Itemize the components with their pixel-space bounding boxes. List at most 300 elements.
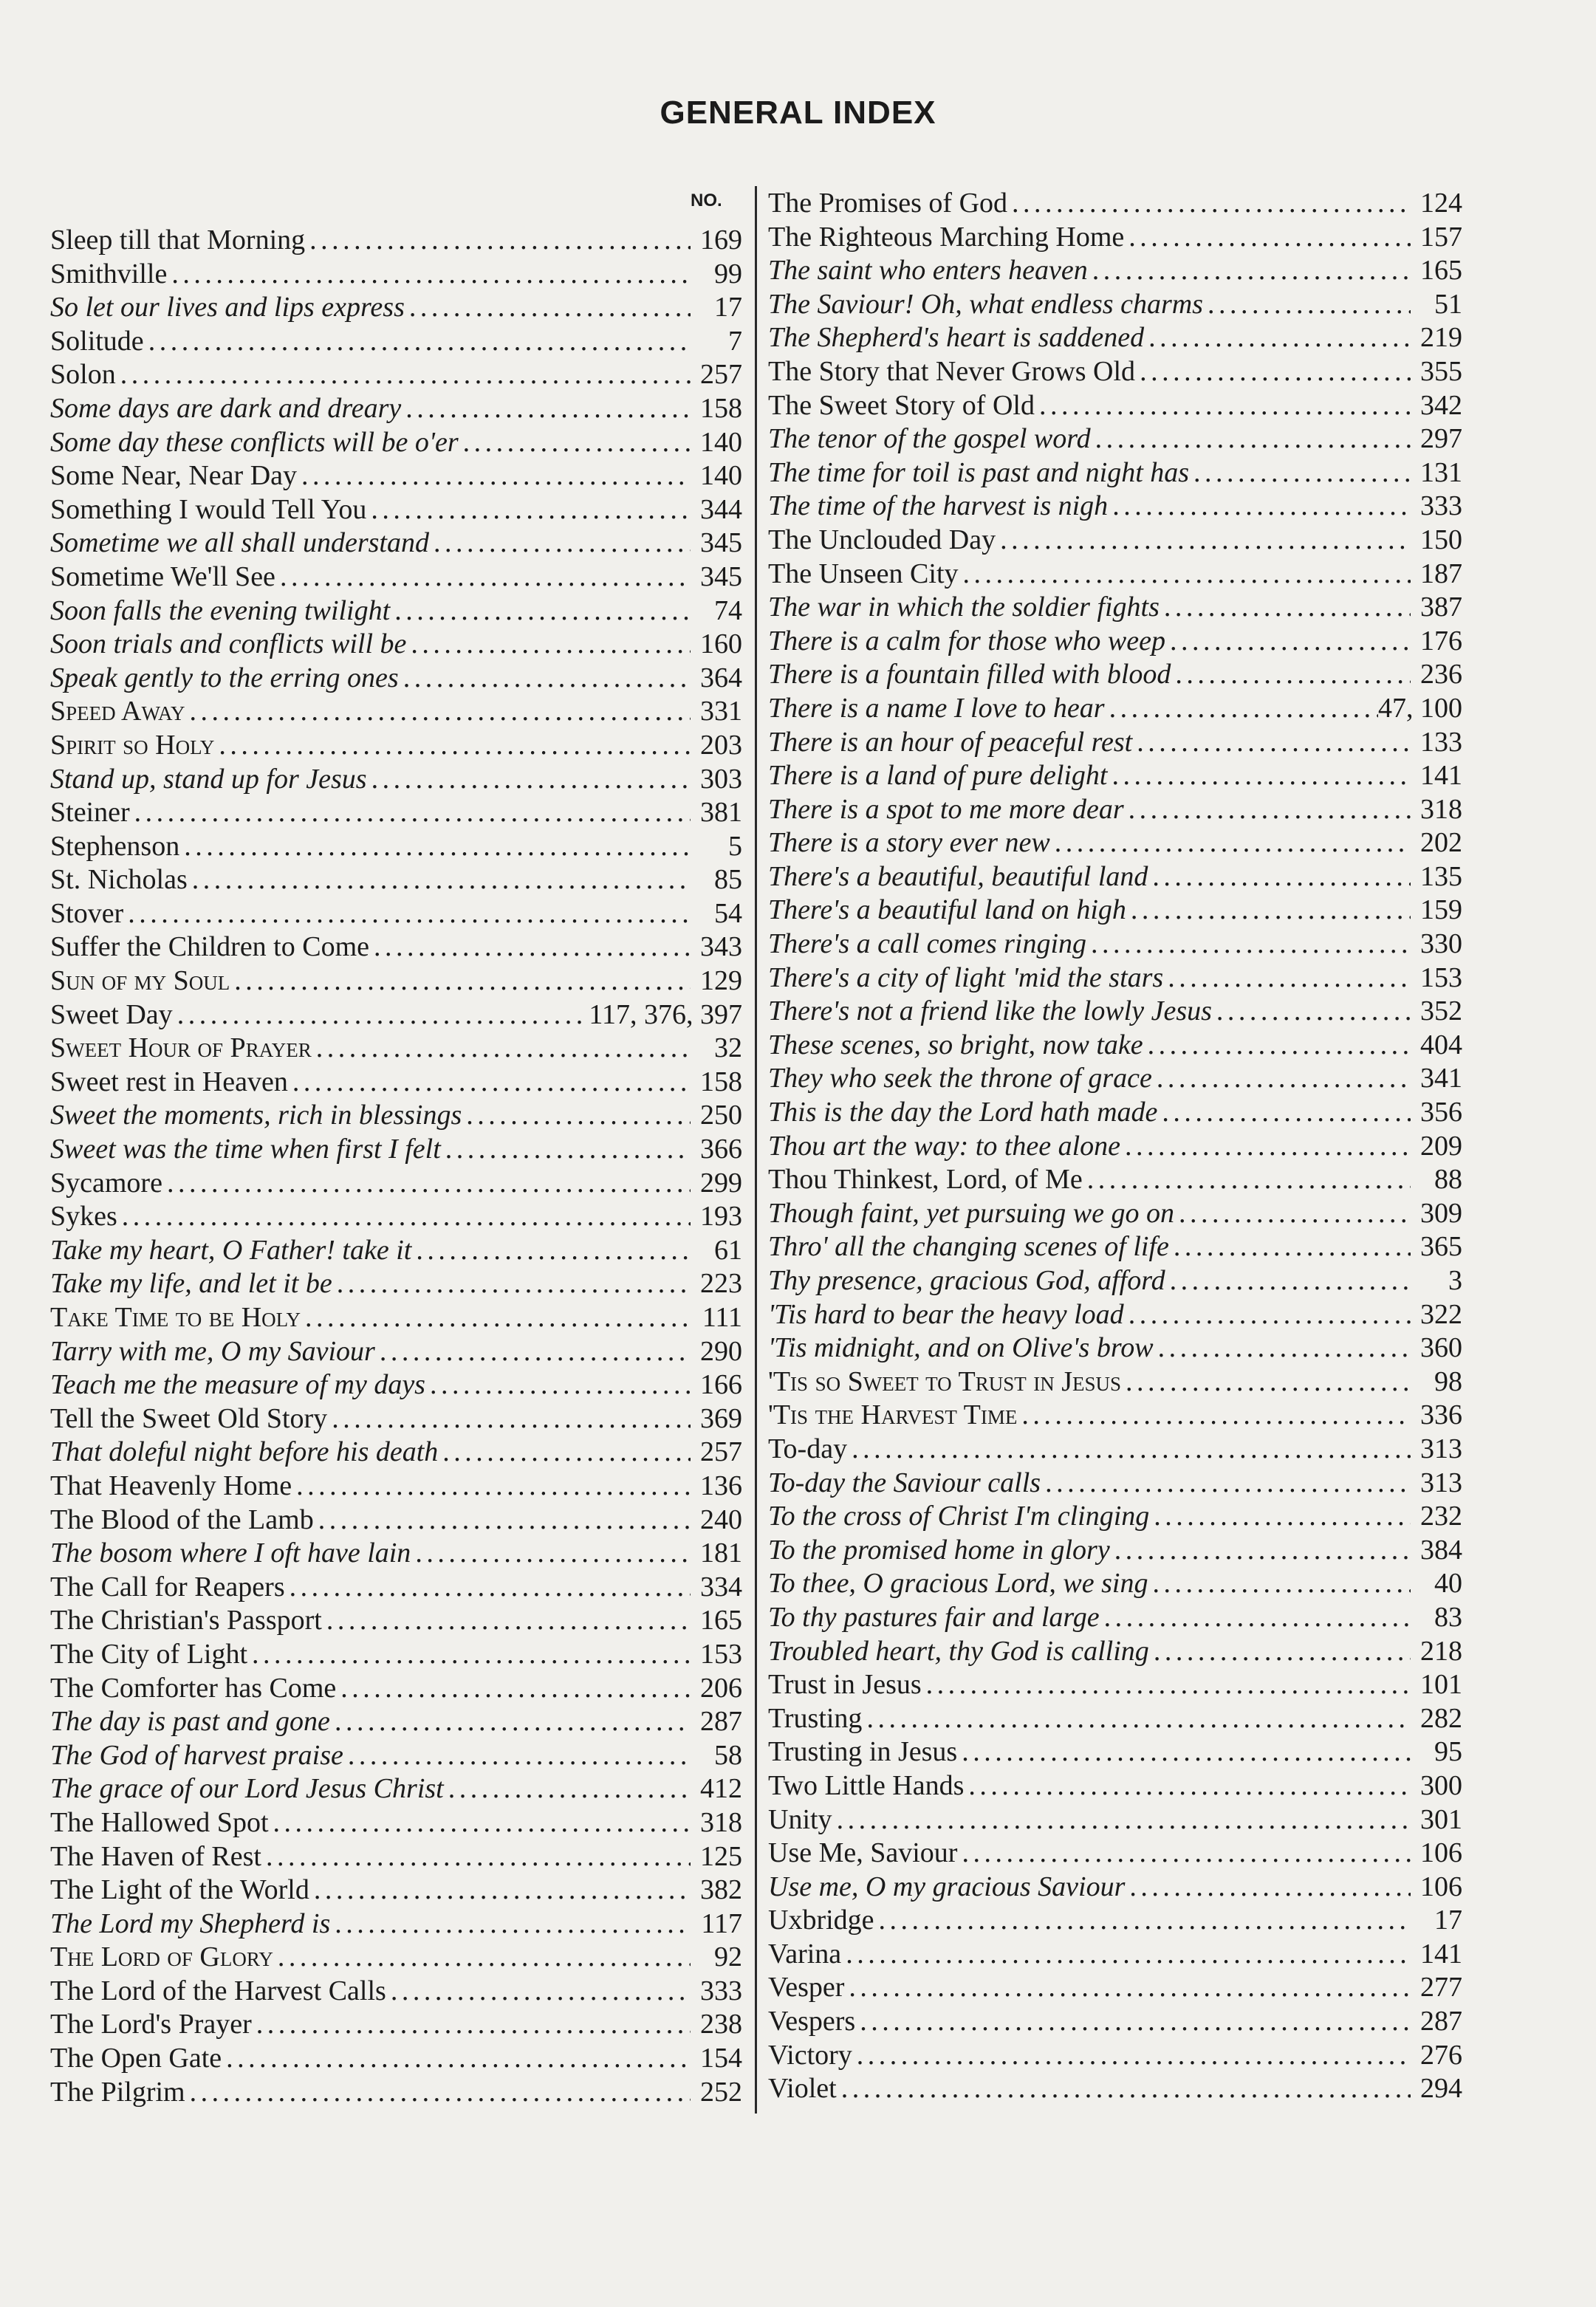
entry-number: 111 xyxy=(702,1302,742,1333)
dot-leader xyxy=(336,1672,691,1706)
dot-leader xyxy=(123,897,691,931)
index-entry xyxy=(768,1433,1462,1467)
index-entry xyxy=(50,561,742,594)
entry-title: Soon falls the evening twilight xyxy=(50,594,391,626)
index-entry xyxy=(50,426,742,460)
dot-leader xyxy=(1050,826,1411,860)
dot-leader xyxy=(312,1032,691,1066)
index-entry xyxy=(50,863,742,897)
entry-number: 352 xyxy=(1420,995,1462,1027)
index-entry xyxy=(768,1635,1462,1669)
index-entry xyxy=(50,1234,742,1268)
entry-number: 17 xyxy=(1434,1905,1462,1936)
dot-leader xyxy=(462,1099,691,1133)
entry-title: There is a story ever new xyxy=(768,827,1050,859)
entry-number: 150 xyxy=(1420,524,1462,555)
entry-title: Teach me the measure of my days xyxy=(50,1369,425,1401)
entry-number: 99 xyxy=(714,258,742,289)
entry-title: Sleep till that Morning xyxy=(50,224,306,256)
entry-number: 303 xyxy=(700,763,742,795)
index-column-right xyxy=(768,187,1462,2106)
entry-title: Thro' all the changing scenes of life xyxy=(768,1231,1169,1263)
dot-leader xyxy=(332,1267,691,1301)
entry-number: 141 xyxy=(1420,760,1462,792)
entry-number: 355 xyxy=(1420,355,1462,387)
index-entry xyxy=(50,897,742,931)
entry-title: Tell the Sweet Old Story xyxy=(50,1402,328,1434)
dot-leader xyxy=(832,1803,1411,1837)
entry-number: 154 xyxy=(700,2043,742,2074)
dot-leader xyxy=(964,1769,1411,1803)
index-entry xyxy=(50,1301,742,1335)
entry-title: Solitude xyxy=(50,325,144,357)
entry-number: 117, 376, 397 xyxy=(589,998,742,1030)
entry-number: 101 xyxy=(1420,1669,1462,1701)
entry-title: The Shepherd's heart is saddened xyxy=(768,322,1145,354)
dot-leader xyxy=(309,1874,691,1907)
entry-number: 300 xyxy=(1420,1769,1462,1801)
dot-leader xyxy=(261,1840,691,1874)
entry-number: 238 xyxy=(700,2009,742,2040)
index-entry xyxy=(50,459,742,493)
entry-title: The Pilgrim xyxy=(50,2076,185,2108)
entry-title: There's a beautiful land on high xyxy=(768,894,1126,926)
dot-leader xyxy=(1148,860,1411,894)
index-entry xyxy=(50,1975,742,2009)
dot-leader xyxy=(1091,422,1411,456)
page-title: GENERAL INDEX xyxy=(660,95,936,131)
index-entry xyxy=(768,1130,1462,1164)
dot-leader xyxy=(386,1975,691,2009)
index-entry xyxy=(50,2042,742,2076)
dot-leader xyxy=(411,1234,691,1268)
entry-title: Sweet rest in Heaven xyxy=(50,1066,288,1097)
entry-title: Stand up, stand up for Jesus xyxy=(50,763,367,795)
index-entry xyxy=(768,1938,1462,1972)
dot-leader xyxy=(367,763,691,797)
entry-title: The Lord of Glory xyxy=(50,1941,273,1973)
dot-leader xyxy=(1144,321,1411,355)
entry-title: The Call for Reapers xyxy=(50,1571,285,1602)
index-entry xyxy=(768,793,1462,827)
dot-leader xyxy=(1165,625,1411,659)
dot-leader xyxy=(117,1200,691,1234)
index-entry xyxy=(768,1500,1462,1534)
dot-leader xyxy=(252,2008,691,2042)
entry-title: The Sweet Story of Old xyxy=(768,389,1035,421)
entry-number: 153 xyxy=(700,1638,742,1670)
index-entry xyxy=(768,456,1462,490)
entry-title: Stephenson xyxy=(50,830,180,862)
index-entry xyxy=(768,625,1462,659)
dot-leader xyxy=(959,558,1411,592)
entry-number: 159 xyxy=(1420,894,1462,926)
index-column-left xyxy=(50,224,742,2109)
entry-number: 333 xyxy=(700,1975,742,2006)
entry-title: Thou Thinkest, Lord, of Me xyxy=(768,1164,1083,1196)
dot-leader xyxy=(1124,221,1411,255)
entry-number: 294 xyxy=(1420,2073,1462,2105)
entry-title: The day is past and gone xyxy=(50,1706,330,1738)
index-entry xyxy=(768,1769,1462,1803)
entry-title: Soon trials and conflicts will be xyxy=(50,628,407,660)
index-entry xyxy=(768,1264,1462,1298)
dot-leader xyxy=(1110,1534,1411,1568)
dot-leader xyxy=(1135,355,1411,389)
index-entry xyxy=(768,355,1462,389)
index-entry xyxy=(768,726,1462,760)
entry-number: 124 xyxy=(1420,188,1462,219)
dot-leader xyxy=(1154,1331,1411,1365)
entry-title: To thy pastures fair and large xyxy=(768,1601,1100,1633)
dot-leader xyxy=(314,1504,691,1538)
index-entry xyxy=(50,1066,742,1100)
index-entry xyxy=(768,1567,1462,1601)
dot-leader xyxy=(1125,1871,1411,1905)
dot-leader xyxy=(1007,187,1411,221)
entry-title: There's a city of light 'mid the stars xyxy=(768,961,1164,993)
entry-number: 318 xyxy=(1420,793,1462,825)
dot-leader xyxy=(1132,726,1411,760)
dot-leader xyxy=(1105,692,1378,726)
entry-title: That doleful night before his death xyxy=(50,1436,439,1468)
entry-number: 369 xyxy=(700,1402,742,1434)
dot-leader xyxy=(444,1772,691,1806)
entry-number: 133 xyxy=(1420,726,1462,758)
index-entry xyxy=(50,2076,742,2110)
entry-number: 412 xyxy=(700,1773,742,1805)
dot-leader xyxy=(425,1368,691,1402)
index-entry xyxy=(50,1167,742,1201)
entry-number: 364 xyxy=(700,662,742,693)
dot-leader xyxy=(1152,1062,1411,1096)
entry-title: Sun of my Soul xyxy=(50,965,230,997)
entry-number: 74 xyxy=(714,594,742,626)
entry-title: To the promised home in glory xyxy=(768,1534,1110,1566)
entry-number: 330 xyxy=(1420,928,1462,960)
dot-leader xyxy=(406,628,691,662)
entry-number: 206 xyxy=(700,1672,742,1704)
entry-title: They who seek the throne of grace xyxy=(768,1063,1152,1094)
entry-title: That Heavenly Home xyxy=(50,1470,292,1501)
entry-title: The Lord of the Harvest Calls xyxy=(50,1975,386,2006)
dot-leader xyxy=(185,695,691,729)
index-entry xyxy=(768,524,1462,558)
dot-leader xyxy=(441,1133,691,1167)
entry-title: Trusting in Jesus xyxy=(768,1736,958,1768)
dot-leader xyxy=(1149,1500,1411,1534)
entry-number: 5 xyxy=(728,830,742,862)
index-entry xyxy=(50,527,742,561)
entry-title: 'Tis hard to bear the heavy load xyxy=(768,1298,1124,1330)
dot-leader xyxy=(292,1470,691,1504)
entry-number: 181 xyxy=(700,1538,742,1569)
index-entry xyxy=(768,1601,1462,1635)
entry-number: 117 xyxy=(701,1907,742,1939)
entry-title: The Lord's Prayer xyxy=(50,2009,252,2040)
entry-number: 140 xyxy=(700,460,742,492)
dot-leader xyxy=(1203,288,1411,322)
index-entry xyxy=(50,1537,742,1571)
dot-leader xyxy=(841,1938,1411,1972)
entry-title: Speed Away xyxy=(50,696,185,727)
index-entry xyxy=(50,628,742,662)
index-entry xyxy=(768,1298,1462,1332)
entry-title: The war in which the soldier fights xyxy=(768,592,1160,623)
entry-title: Suffer the Children to Come xyxy=(50,931,370,963)
dot-leader xyxy=(366,493,691,527)
entry-title: Uxbridge xyxy=(768,1905,874,1936)
dot-leader xyxy=(322,1604,691,1638)
entry-title: There's a beautiful, beautiful land xyxy=(768,860,1148,892)
entry-title: Sycamore xyxy=(50,1167,162,1199)
entry-title: Violet xyxy=(768,2073,837,2105)
index-entry xyxy=(768,1029,1462,1063)
dot-leader xyxy=(130,796,691,830)
entry-title: The Christian's Passport xyxy=(50,1605,322,1636)
index-entry xyxy=(50,1840,742,1874)
entry-title: There's not a friend like the lowly Jesus xyxy=(768,995,1212,1027)
entry-title: Sykes xyxy=(50,1201,117,1233)
entry-number: 276 xyxy=(1420,2039,1462,2071)
dot-leader xyxy=(1171,658,1411,692)
entry-number: 140 xyxy=(700,426,742,458)
entry-title: Stover xyxy=(50,897,124,929)
entry-title: So let our lives and lips express xyxy=(50,292,405,323)
entry-title: There is a calm for those who weep xyxy=(768,625,1165,657)
index-entry xyxy=(50,1032,742,1066)
entry-title: Sweet Hour of Prayer xyxy=(50,1032,312,1064)
dot-leader xyxy=(1108,490,1411,524)
dot-leader xyxy=(1088,254,1411,288)
dot-leader xyxy=(247,1638,691,1672)
entry-number: 282 xyxy=(1420,1702,1462,1734)
entry-number: 165 xyxy=(1420,255,1462,287)
entry-number: 287 xyxy=(700,1706,742,1738)
entry-number: 153 xyxy=(1420,961,1462,993)
dot-leader xyxy=(327,1402,691,1436)
dot-leader xyxy=(390,594,691,628)
dot-leader xyxy=(1169,1230,1411,1264)
index-entry xyxy=(768,1971,1462,2005)
entry-number: 98 xyxy=(1434,1365,1462,1397)
entry-title: The Haven of Rest xyxy=(50,1840,261,1872)
dot-leader xyxy=(297,459,691,493)
dot-leader xyxy=(996,524,1411,558)
entry-number: 236 xyxy=(1420,659,1462,690)
index-entry xyxy=(50,2008,742,2042)
entry-number: 309 xyxy=(1420,1197,1462,1229)
entry-number: 187 xyxy=(1420,558,1462,589)
entry-title: The Light of the World xyxy=(50,1874,309,1906)
entry-number: 17 xyxy=(714,292,742,323)
index-entry xyxy=(768,1467,1462,1501)
entry-title: Some days are dark and dreary xyxy=(50,392,402,424)
entry-number: 345 xyxy=(700,527,742,559)
entry-title: The God of harvest praise xyxy=(50,1739,343,1771)
index-entry xyxy=(768,490,1462,524)
index-entry xyxy=(50,594,742,628)
index-entry xyxy=(768,1702,1462,1736)
entry-number: 157 xyxy=(1420,221,1462,253)
dot-leader xyxy=(922,1668,1411,1702)
entry-title: Sometime We'll See xyxy=(50,561,275,592)
index-entry xyxy=(50,1133,742,1167)
entry-number: 382 xyxy=(700,1874,742,1906)
entry-title: The Unseen City xyxy=(768,558,959,589)
entry-title: Use Me, Saviour xyxy=(768,1837,958,1869)
entry-number: 88 xyxy=(1434,1164,1462,1196)
entry-title: Tarry with me, O my Saviour xyxy=(50,1335,375,1367)
index-entry xyxy=(50,1772,742,1806)
entry-title: Some Near, Near Day xyxy=(50,460,298,492)
entry-title: Vesper xyxy=(768,1972,845,2003)
entry-title: Sweet was the time when first I felt xyxy=(50,1134,441,1165)
entry-number: 203 xyxy=(700,729,742,761)
entry-number: 83 xyxy=(1434,1601,1462,1633)
dot-leader xyxy=(188,863,691,897)
index-entry xyxy=(768,894,1462,928)
entry-number: 331 xyxy=(700,696,742,727)
index-entry xyxy=(50,729,742,763)
index-entry xyxy=(50,258,742,292)
index-entry xyxy=(50,1604,742,1638)
entry-title: Sweet Day xyxy=(50,998,173,1030)
index-entry xyxy=(50,325,742,359)
entry-number: 7 xyxy=(728,325,742,357)
entry-number: 160 xyxy=(700,628,742,660)
dot-leader xyxy=(167,258,691,292)
dot-leader xyxy=(185,2076,691,2110)
entry-number: 40 xyxy=(1434,1568,1462,1600)
entry-title: There is a name I love to hear xyxy=(768,692,1105,724)
dot-leader xyxy=(405,291,691,325)
entry-number: 360 xyxy=(1420,1332,1462,1364)
dot-leader xyxy=(1035,389,1411,423)
index-entry xyxy=(50,830,742,864)
index-entry xyxy=(50,1941,742,1975)
entry-number: 287 xyxy=(1420,2006,1462,2037)
entry-title: There is a fountain filled with blood xyxy=(768,659,1171,690)
dot-leader xyxy=(1108,759,1411,793)
entry-number: 290 xyxy=(700,1335,742,1367)
entry-number: 252 xyxy=(700,2076,742,2108)
entry-title: The bosom where I oft have lain xyxy=(50,1538,411,1569)
dot-leader xyxy=(330,1705,691,1739)
entry-title: Smithville xyxy=(50,258,168,289)
dot-leader xyxy=(855,2005,1411,2039)
entry-number: 297 xyxy=(1420,423,1462,455)
entry-number: 141 xyxy=(1420,1938,1462,1970)
entry-number: 299 xyxy=(700,1167,742,1199)
dot-leader xyxy=(375,1335,691,1369)
dot-leader xyxy=(330,1907,691,1941)
entry-number: 158 xyxy=(700,1066,742,1097)
dot-leader xyxy=(144,325,691,359)
entry-number: 47, 100 xyxy=(1378,692,1462,724)
entry-number: 341 xyxy=(1420,1063,1462,1094)
entry-title: The time for toil is past and night has xyxy=(768,456,1190,488)
entry-number: 334 xyxy=(700,1571,742,1602)
dot-leader xyxy=(852,2039,1411,2073)
index-entry xyxy=(768,221,1462,255)
entry-number: 333 xyxy=(1420,490,1462,522)
index-entry xyxy=(768,1904,1462,1938)
index-entry xyxy=(50,392,742,426)
entry-number: 129 xyxy=(700,965,742,997)
index-entry xyxy=(768,2005,1462,2039)
dot-leader xyxy=(837,2072,1411,2106)
entry-number: 166 xyxy=(700,1369,742,1401)
index-entry xyxy=(50,1402,742,1436)
index-entry xyxy=(768,961,1462,995)
dot-leader xyxy=(459,426,691,460)
dot-leader xyxy=(847,1433,1411,1467)
entry-number: 202 xyxy=(1420,827,1462,859)
entry-number: 387 xyxy=(1420,592,1462,623)
dot-leader xyxy=(438,1436,691,1470)
index-entry xyxy=(768,759,1462,793)
entry-title: Troubled heart, thy God is calling xyxy=(768,1635,1149,1667)
index-entry xyxy=(768,826,1462,860)
dot-leader xyxy=(285,1571,691,1605)
dot-leader xyxy=(1120,1130,1411,1164)
entry-number: 169 xyxy=(700,224,742,256)
entry-title: Varina xyxy=(768,1938,842,1970)
entry-title: Take Time to be Holy xyxy=(50,1302,301,1333)
index-entry xyxy=(50,1638,742,1672)
entry-number: 336 xyxy=(1420,1399,1462,1431)
index-entry xyxy=(768,860,1462,894)
entry-number: 345 xyxy=(700,561,742,592)
entry-number: 61 xyxy=(714,1234,742,1266)
entry-title: The Open Gate xyxy=(50,2043,222,2074)
entry-number: 219 xyxy=(1420,322,1462,354)
entry-title: Victory xyxy=(768,2039,852,2071)
entry-title: Sometime we all shall understand xyxy=(50,527,429,559)
index-entry xyxy=(50,493,742,527)
entry-number: 313 xyxy=(1420,1467,1462,1498)
index-entry xyxy=(50,1267,742,1301)
entry-title: The Comforter has Come xyxy=(50,1672,337,1704)
dot-leader xyxy=(230,964,691,998)
index-entry xyxy=(50,1368,742,1402)
entry-title: There is a land of pure delight xyxy=(768,760,1108,792)
entry-number: 223 xyxy=(700,1268,742,1300)
index-entry xyxy=(768,558,1462,592)
index-entry xyxy=(50,662,742,696)
entry-title: This is the day the Lord hath made xyxy=(768,1097,1158,1128)
entry-title: Something I would Tell You xyxy=(50,493,367,525)
entry-number: 125 xyxy=(700,1840,742,1872)
entry-title: 'Tis midnight, and on Olive's brow xyxy=(768,1332,1154,1364)
dot-leader xyxy=(411,1537,691,1571)
index-entry xyxy=(50,224,742,258)
entry-title: The time of the harvest is nigh xyxy=(768,490,1109,522)
entry-number: 3 xyxy=(1448,1265,1462,1296)
entry-title: Use me, O my gracious Saviour xyxy=(768,1871,1126,1902)
index-entry xyxy=(50,1335,742,1369)
index-entry xyxy=(50,998,742,1032)
entry-number: 193 xyxy=(700,1201,742,1233)
dot-leader xyxy=(214,729,691,763)
entry-title: The Saviour! Oh, what endless charms xyxy=(768,288,1203,320)
entry-title: The Promises of God xyxy=(768,188,1008,219)
entry-number: 277 xyxy=(1420,1972,1462,2003)
index-entry xyxy=(768,1163,1462,1197)
entry-number: 301 xyxy=(1420,1803,1462,1835)
entry-title: Unity xyxy=(768,1803,832,1835)
